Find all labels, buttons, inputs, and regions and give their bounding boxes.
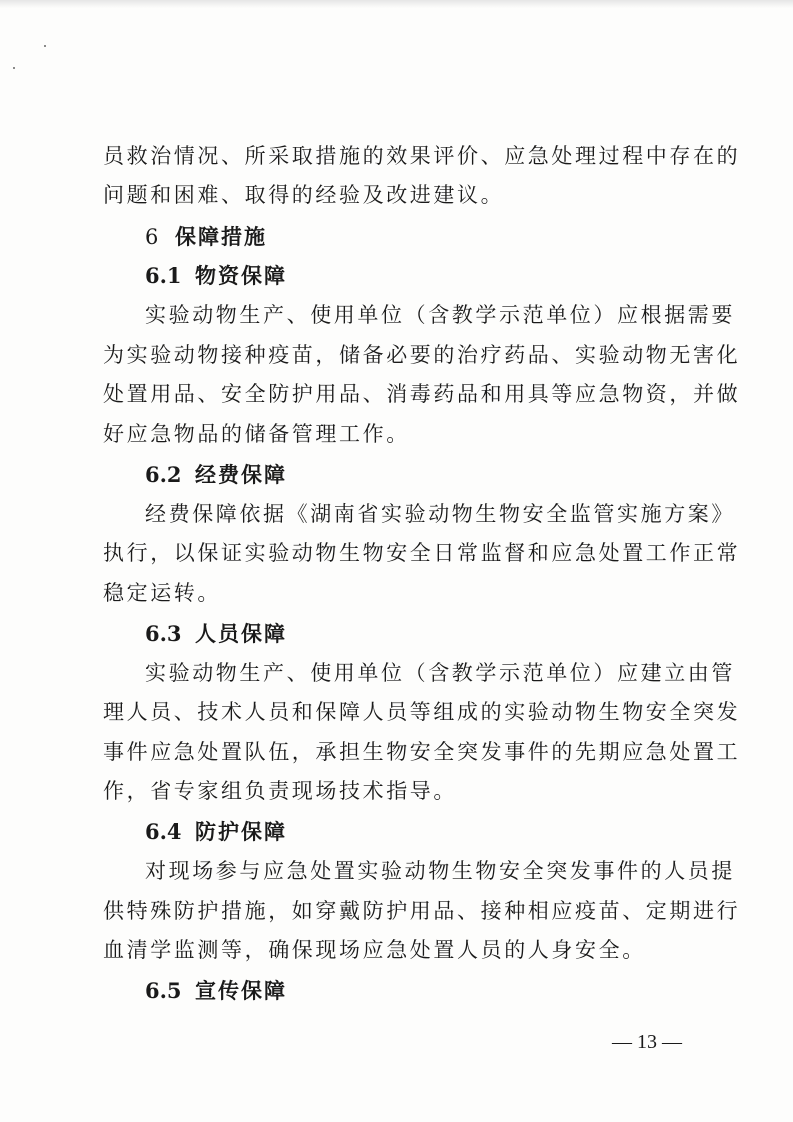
paragraph-line: 执行，以保证实验动物生物安全日常监督和应急处置工作正常: [103, 541, 741, 565]
paragraph-line: 员救治情况、所采取措施的效果评价、应急处理过程中存在的: [103, 144, 741, 168]
scan-top-edge: [0, 0, 793, 8]
subsection-title: 人员保障: [195, 622, 287, 646]
subsection-number: 6.1: [145, 263, 182, 288]
section-number: 6: [145, 225, 159, 249]
paragraph-line: 实验动物生产、使用单位（含教学示范单位）应建立由管: [145, 661, 735, 685]
subsection-number: 6.2: [145, 462, 182, 487]
subsection-title: 防护保障: [195, 820, 287, 844]
paragraph-line: 问题和困难、取得的经验及改进建议。: [103, 183, 505, 207]
scan-speck: [13, 67, 15, 69]
subsection-number: 6.4: [145, 819, 182, 844]
paragraph-line: 供特殊防护措施，如穿戴防护用品、接种相应疫苗、定期进行: [103, 899, 741, 923]
page-number: — 13 —: [612, 1031, 682, 1053]
subsection-heading: [145, 460, 287, 490]
subsection-heading: [145, 261, 287, 291]
paragraph-line: 血清学监测等，确保现场应急处置人员的人身安全。: [103, 938, 646, 962]
subsection-title: 物资保障: [195, 264, 287, 288]
paragraph-line: 稳定运转。: [103, 581, 221, 605]
paragraph-line: 经费保障依据《湖南省实验动物生物安全监管实施方案》: [145, 502, 735, 526]
paragraph-line: 实验动物生产、使用单位（含教学示范单位）应根据需要: [145, 303, 735, 327]
paragraph-line: 作，省专家组负责现场技术指导。: [103, 779, 457, 803]
paragraph-line: 好应急物品的储备管理工作。: [103, 422, 410, 446]
subsection-number: 6.5: [145, 978, 182, 1003]
paragraph-line: 理人员、技术人员和保障人员等组成的实验动物生物安全突发: [103, 700, 741, 724]
section-title: 保障措施: [175, 225, 267, 249]
subsection-title: 经费保障: [195, 463, 287, 487]
subsection-title: 宣传保障: [195, 979, 287, 1003]
scan-speck: [44, 45, 46, 47]
section-heading: [145, 222, 267, 252]
paragraph-line: 事件应急处置队伍，承担生物安全突发事件的先期应急处置工: [103, 740, 741, 764]
paragraph-line: 为实验动物接种疫苗，储备必要的治疗药品、实验动物无害化: [103, 343, 741, 367]
subsection-number: 6.3: [145, 621, 182, 646]
subsection-heading: [145, 817, 287, 847]
subsection-heading: [145, 619, 287, 649]
paragraph-line: 处置用品、安全防护用品、消毒药品和用具等应急物资，并做: [103, 382, 741, 406]
subsection-heading: [145, 976, 287, 1006]
paragraph-line: 对现场参与应急处置实验动物生物安全突发事件的人员提: [145, 859, 735, 883]
